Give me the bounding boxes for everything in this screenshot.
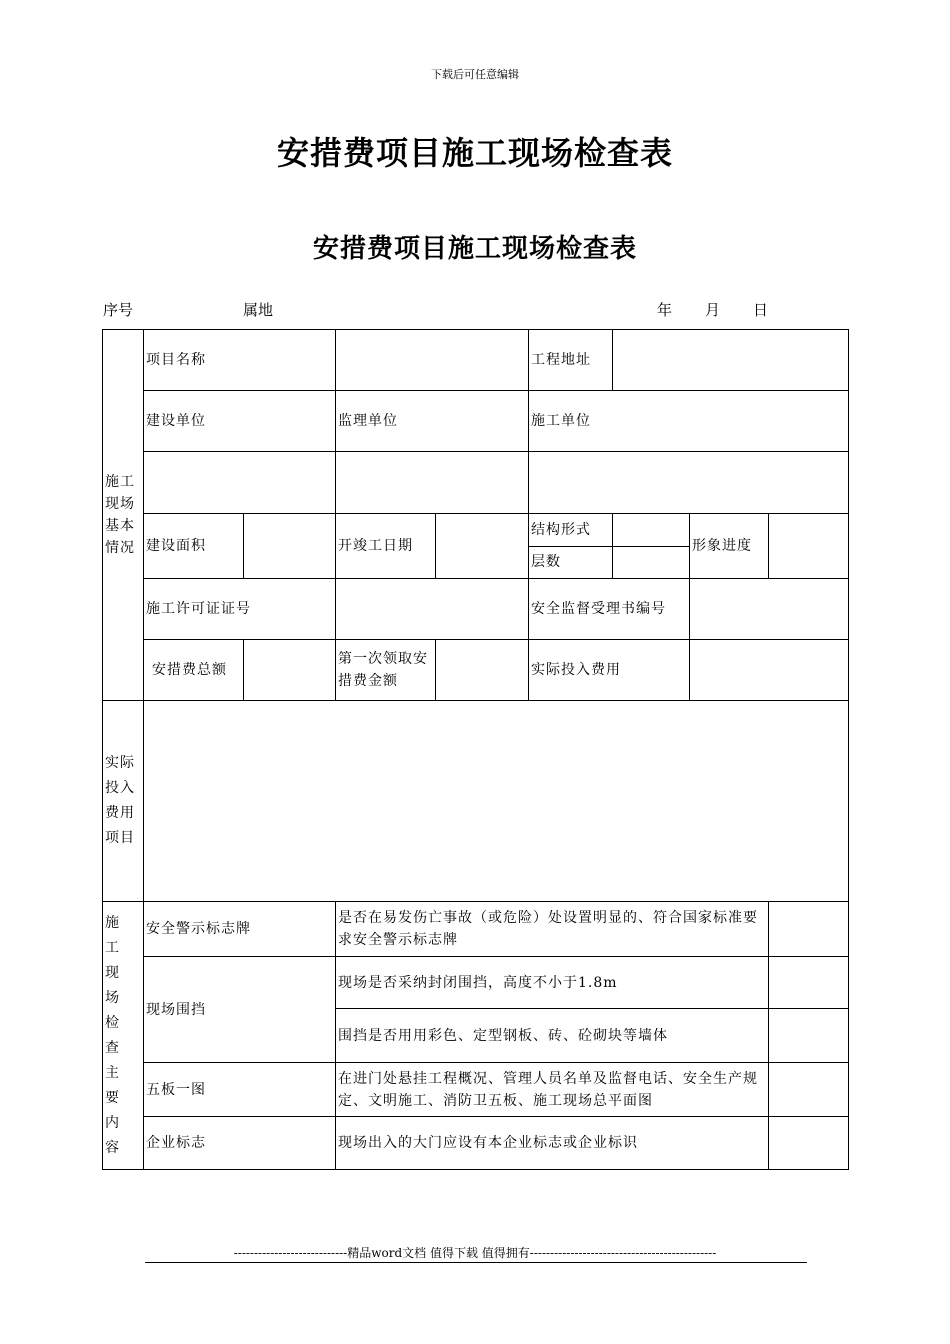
supervise-unit-value[interactable] xyxy=(336,452,529,514)
footer-note: ----------------------------精品word文档 值得下载 值得拥有---------------------------------------------- xyxy=(233,1246,717,1260)
check-item-desc: 现场出入的大门应设有本企业标志或企业标识 xyxy=(336,1117,769,1170)
construct-unit-label: 施工单位 xyxy=(529,391,849,452)
seq-label: 序号 xyxy=(103,301,134,319)
sub-title: 安措费项目施工现场检查表 xyxy=(312,234,637,264)
project-name-label: 项目名称 xyxy=(144,330,336,391)
build-area-value[interactable] xyxy=(244,514,336,579)
header-note: 下载后可任意编辑 xyxy=(431,68,519,81)
section-actual-fee-items-label: 实际 投入 费用 项目 xyxy=(103,701,144,902)
first-fee-value[interactable] xyxy=(436,640,529,701)
project-address-value[interactable] xyxy=(613,330,849,391)
construct-unit-value[interactable] xyxy=(529,452,849,514)
actual-fee-label: 实际投入费用 xyxy=(529,640,690,701)
check-item-result[interactable] xyxy=(769,1117,849,1170)
year-label: 年 xyxy=(657,301,673,319)
safety-no-value[interactable] xyxy=(690,579,849,640)
section-basic-info-label: 施工 现场 基本 情况 xyxy=(103,330,144,701)
check-item-result[interactable] xyxy=(769,1063,849,1117)
check-item-result[interactable] xyxy=(769,1009,849,1063)
progress-value[interactable] xyxy=(769,514,849,579)
first-fee-label: 第一次领取安措费金额 xyxy=(336,640,436,701)
supervise-unit-label: 监理单位 xyxy=(336,391,529,452)
start-end-date-label: 开竣工日期 xyxy=(336,514,436,579)
permit-no-label: 施工许可证证号 xyxy=(144,579,336,640)
check-item-result[interactable] xyxy=(769,902,849,957)
main-title: 安措费项目施工现场检查表 xyxy=(276,134,673,172)
structure-form-label: 结构形式 xyxy=(529,514,612,547)
floors-label: 层数 xyxy=(531,554,561,570)
safety-no-label: 安全监督受理书编号 xyxy=(529,579,690,640)
build-unit-label: 建设单位 xyxy=(144,391,336,452)
floors-value[interactable] xyxy=(613,547,689,578)
check-item-name: 安全警示标志牌 xyxy=(144,902,336,957)
structure-form-value[interactable] xyxy=(613,514,689,547)
start-end-date-value[interactable] xyxy=(436,514,529,579)
inspection-table xyxy=(102,329,849,1170)
check-item-desc: 是否在易发伤亡事故（或危险）处设置明显的、符合国家标准要求安全警示标志牌 xyxy=(336,902,769,957)
project-address-label: 工程地址 xyxy=(529,330,613,391)
check-item-result[interactable] xyxy=(769,957,849,1009)
month-label: 月 xyxy=(705,301,721,319)
check-item-desc: 在进门处悬挂工程概况、管理人员名单及监督电话、安全生产规定、文明施工、消防卫五板、施工现场总平面图 xyxy=(336,1063,769,1117)
location-label: 属地 xyxy=(243,301,274,319)
check-item-name: 现场围挡 xyxy=(144,957,336,1063)
build-area-label: 建设面积 xyxy=(144,514,244,579)
section-inspection-content-label: 施 工 现 场 检 查 主 要 内 容 xyxy=(103,902,144,1170)
total-fee-value[interactable] xyxy=(244,640,336,701)
actual-fee-items-area[interactable] xyxy=(144,701,849,902)
check-item-desc: 现场是否采纳封闭围挡，高度不小于1.8m xyxy=(336,957,769,1009)
day-label: 日 xyxy=(753,301,769,319)
check-item-name: 企业标志 xyxy=(144,1117,336,1170)
progress-label: 形象进度 xyxy=(690,514,769,579)
total-fee-label: 安措费总额 xyxy=(144,640,244,701)
project-name-value[interactable] xyxy=(336,330,529,391)
build-unit-value[interactable] xyxy=(144,452,336,514)
check-item-name: 五板一图 xyxy=(144,1063,336,1117)
actual-fee-value[interactable] xyxy=(690,640,849,701)
permit-no-value[interactable] xyxy=(336,579,529,640)
check-item-desc: 围挡是否用用彩色、定型钢板、砖、砼砌块等墙体 xyxy=(336,1009,769,1063)
footer-divider xyxy=(145,1262,807,1263)
